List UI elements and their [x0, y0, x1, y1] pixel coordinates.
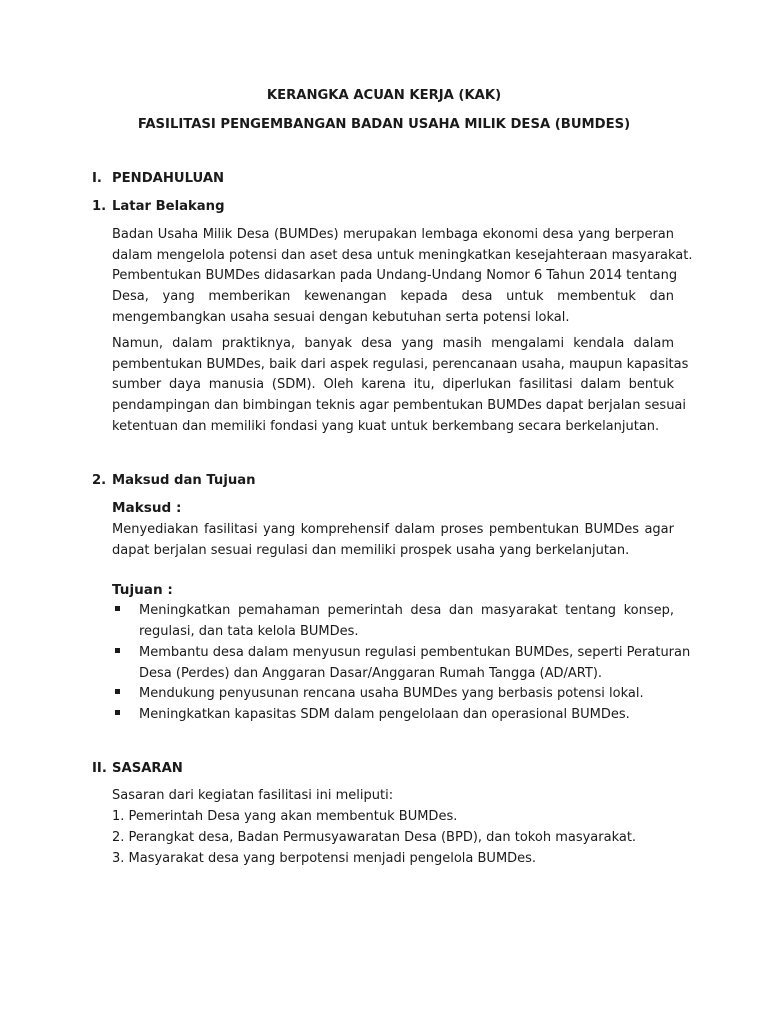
subsection-number: 1.: [92, 199, 107, 214]
text-line: dapat berjalan sesuai regulasi dan memiliki prospek usaha yang berkelanjutan.: [112, 542, 630, 558]
list-item: [115, 684, 674, 705]
sasaran-intro: Sasaran dari kegiatan fasilitasi ini meliputi:: [112, 788, 394, 803]
text-line: Meningkatkan kapasitas SDM dalam pengelolaan dan operasional BUMDes.: [139, 707, 630, 722]
bullet-icon: [115, 648, 120, 653]
text-line: Pembentukan BUMDes didasarkan pada Undang-Undang Nomor 6 Tahun 2014 tentang: [112, 268, 678, 284]
bullet-icon: [115, 606, 120, 611]
text-line: dalam mengelola potensi dan aset desa untuk meningkatkan kesejahteraan masyarakat.: [112, 247, 693, 263]
text-line: Meningkatkan pemahaman pemerintah desa dan masyarakat tentang konsep,: [139, 603, 674, 618]
list-item: 3. Masyarakat desa yang berpotensi menjadi pengelola BUMDes.: [112, 851, 537, 866]
document-subtitle: FASILITASI PENGEMBANGAN BADAN USAHA MILIK DESA (BUMDES): [137, 117, 631, 132]
list-item: [115, 643, 691, 685]
subsection-number: 2.: [92, 473, 107, 488]
text-line: Membantu desa dalam menyusun regulasi pembentukan BUMDes, seperti Peraturan: [139, 645, 691, 660]
list-item: [115, 601, 674, 643]
text-line: sumber daya manusia (SDM). Oleh karena itu, diperlukan fasilitasi dalam bentuk: [112, 377, 674, 393]
section-heading-pendahuluan: PENDAHULUAN: [112, 171, 225, 186]
paragraph-maksud: [112, 520, 674, 561]
list-item: [115, 705, 674, 726]
list-item: 2. Perangkat desa, Badan Permusyawaratan Desa (BPD), dan tokoh masyarakat.: [112, 830, 637, 845]
text-line: Badan Usaha Milik Desa (BUMDes) merupakan lembaga ekonomi desa yang berperan: [112, 227, 674, 242]
paragraph-latar-belakang-2: [112, 334, 689, 437]
section-number: II.: [92, 761, 107, 776]
text-line: Mendukung penyusunan rencana usaha BUMDes yang berbasis potensi lokal.: [139, 686, 644, 701]
maksud-label: Maksud :: [112, 500, 182, 516]
text-line: pembentukan BUMDes, baik dari aspek regulasi, perencanaan usaha, maupun kapasitas: [112, 356, 689, 372]
bullet-icon: [115, 710, 120, 715]
subsection-heading-maksud-tujuan: Maksud dan Tujuan: [112, 473, 256, 488]
section-number: I.: [92, 171, 102, 186]
tujuan-label: Tujuan :: [112, 582, 173, 598]
document-title: KERANGKA ACUAN KERJA (KAK): [266, 88, 502, 103]
text-line: Desa (Perdes) dan Anggaran Dasar/Anggaran Rumah Tangga (AD/ART).: [139, 665, 603, 681]
text-line: pendampingan dan bimbingan teknis agar pembentukan BUMDes dapat berjalan sesuai: [112, 398, 687, 414]
text-line: Namun, dalam praktiknya, banyak desa yang masih mengalami kendala dalam: [112, 336, 674, 351]
text-line: Menyediakan fasilitasi yang komprehensif dalam proses pembentukan BUMDes agar: [112, 522, 674, 537]
text-line: ketentuan dan memiliki fondasi yang kuat untuk berkembang secara berkelanjutan.: [112, 418, 660, 434]
section-heading-sasaran: SASARAN: [112, 761, 183, 776]
text-line: mengembangkan usaha sesuai dengan kebutuhan serta potensi lokal.: [112, 309, 570, 325]
text-line: Desa, yang memberikan kewenangan kepada desa untuk membentuk dan: [112, 289, 674, 305]
subsection-heading-latar-belakang: Latar Belakang: [112, 199, 225, 214]
text-line: regulasi, dan tata kelola BUMDes.: [139, 623, 359, 639]
paragraph-latar-belakang-1: [112, 225, 693, 328]
bullet-icon: [115, 689, 120, 694]
list-item: 1. Pemerintah Desa yang akan membentuk BUMDes.: [112, 809, 458, 824]
